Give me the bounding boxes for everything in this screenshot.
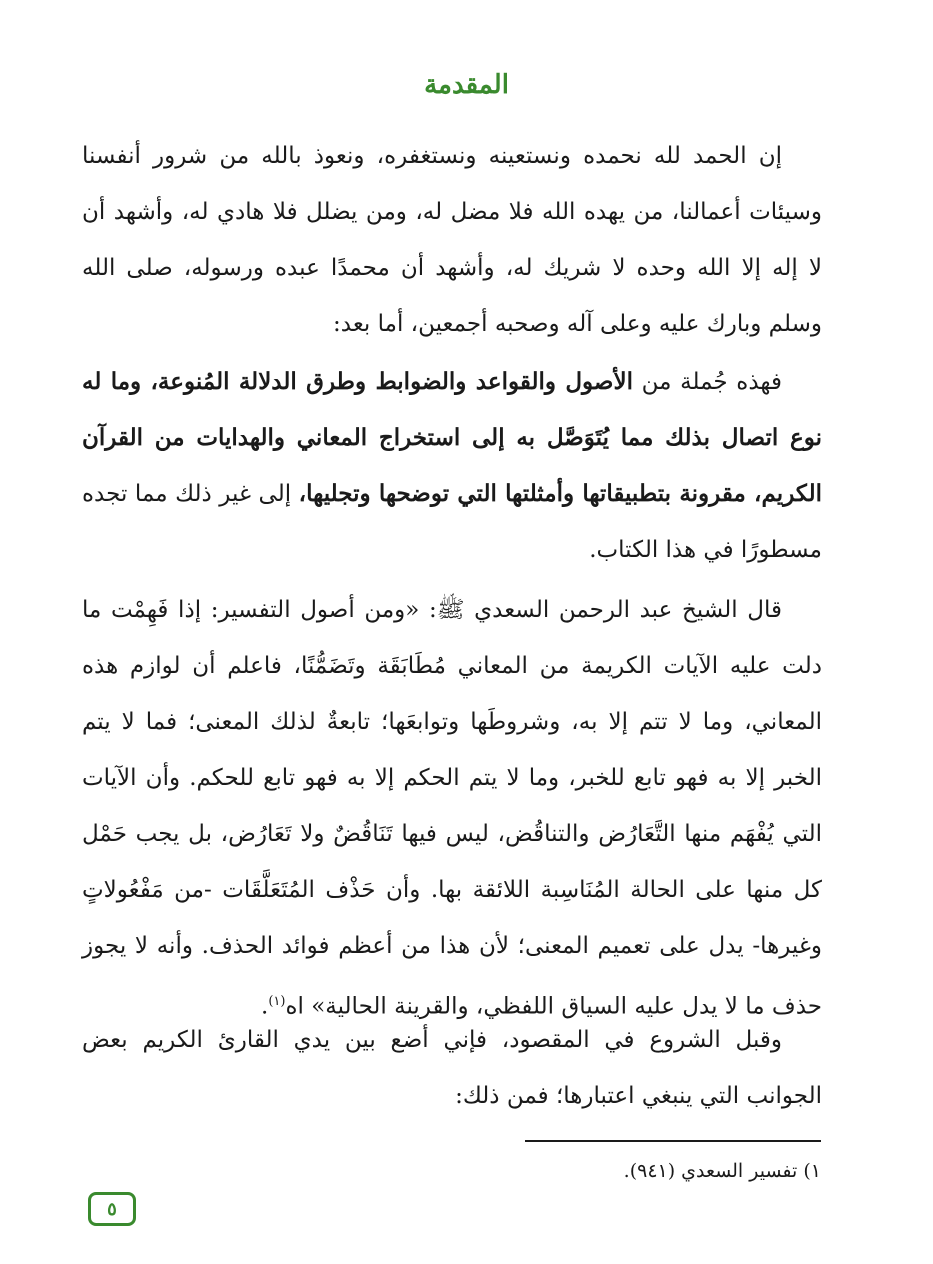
- paragraph-text: إن الحمد لله نحمده ونستعينه ونستغفره، ونعوذ بالله من شرور أنفسنا وسيئات أعمالنا، من يهده الله فلا مضل له، ومن يضلل فلا هادي له، وأشهد أن لا إله إلا الله وحده لا شريك له، وأشهد أن محمدًا عبده ورسوله، صلى الله وسلم وبارك عليه وعلى آله وصحبه أجمعين، أما بعد:: [82, 143, 822, 337]
- footnote-text: ١) تفسير السعدي (٩٤١).: [623, 1160, 821, 1182]
- paragraph-tail: إلى غير ذلك مما تجده مسطورًا في هذا الكتاب.: [82, 481, 822, 563]
- paragraph-bold-phrase: الأصول والقواعد والضوابط وطرق الدلالة المُنوعة، وما له نوع اتصال بذلك مما يُتَوَصَّل به إلى استخراج المعاني والهدايات من القرآن الكريم، مقرونة بتطبيقاتها وأمثلتها التي توضحها وتجليها،: [82, 368, 822, 507]
- page-number: ٥: [107, 1198, 117, 1220]
- paragraph-text: [82, 582, 822, 1035]
- page-title: المقدمة: [424, 70, 509, 100]
- paragraph-transition: [82, 1012, 822, 1124]
- page-number-badge: [88, 1192, 136, 1226]
- paragraph-book-description: [82, 354, 822, 578]
- paragraph-text: [82, 354, 822, 578]
- footnote-reference[interactable]: (١): [268, 994, 286, 1009]
- quote-end: .: [261, 993, 269, 1020]
- paragraph-lead: فهذه جُملة من: [632, 369, 782, 395]
- paragraph-quote: [82, 582, 822, 1035]
- paragraph-intro: [82, 128, 822, 352]
- quote-text: قال الشيخ عبد الرحمن السعدي ﷺ: «ومن أصول التفسير: إذا فَهِمْت ما دلت عليه الآيات الكريمة من المعاني مُطَابَقَة وتَضَمُّنًا، فاعلم أن لوازم هذه المعاني، وما لا تتم إلا به، وشروطَها وتوابعَها؛ تابعةٌ لذلك المعنى؛ فما لا يتم الخبر إلا به فهو تابع للخبر، وما لا يتم الحكم إلا به فهو تابع للحكم. وأن الآيات التي يُفْهَم منها التَّعَارُض والتناقُض، ليس فيها تَنَاقُضٌ ولا تَعَارُض، بل يجب حَمْل كل منها على الحالة المُنَاسِبة اللائقة بها. وأن حَذْف المُتَعَلَّقَات -من مَفْعُولاتٍ وغيرها- يدل على تعميم المعنى؛ لأن هذا من أعظم فوائد الحذف. وأنه لا يجوز حذف ما لا يدل عليه السياق اللفظي، والقرينة الحالية» اه: [82, 597, 822, 1020]
- footnote-divider: [525, 1140, 821, 1142]
- paragraph-text: وقبل الشروع في المقصود، فإني أضع بين يدي القارئ الكريم بعض الجوانب التي ينبغي اعتبارها؛ فمن ذلك:: [82, 1027, 822, 1109]
